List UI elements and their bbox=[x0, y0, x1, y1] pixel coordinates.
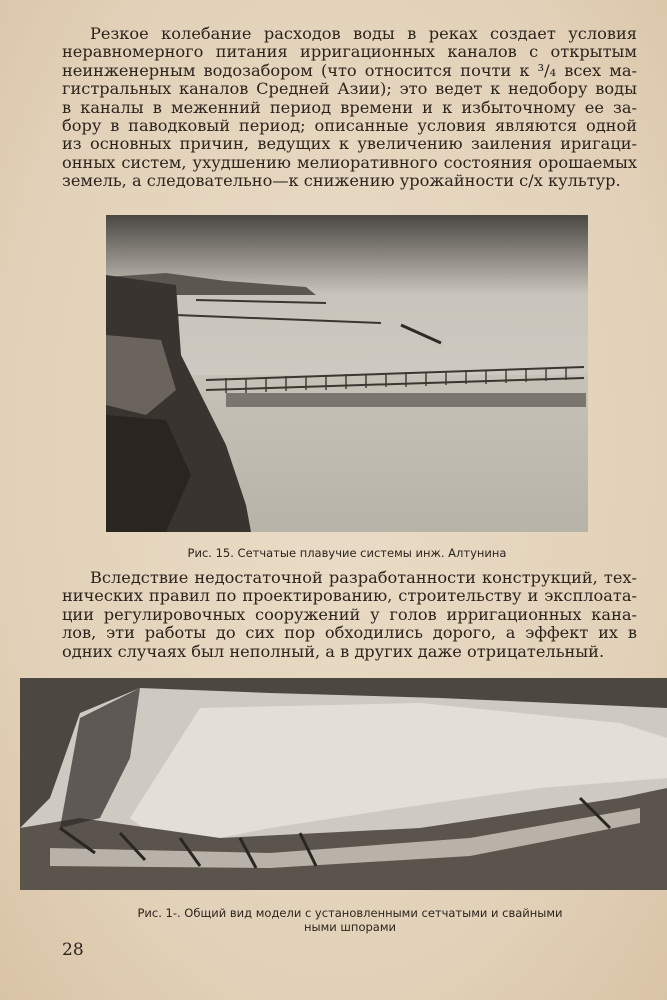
text-line: бору в паводковый период; описанные условия являются одной bbox=[62, 116, 637, 136]
text-line: неравномерного питания ирригационных каналов с открытым bbox=[62, 42, 637, 62]
caption-line: ными шпорами bbox=[304, 920, 396, 934]
floating-grid-systems-image bbox=[106, 215, 588, 532]
text-line: Вследствие недостаточной разработанности конструкций, тех- bbox=[90, 568, 637, 587]
paragraph-water-fluctuation bbox=[62, 25, 637, 191]
figure-1-model-photo bbox=[20, 678, 667, 890]
text-line: онных систем, ухудшению мелиоративного состояния орошаемых bbox=[62, 152, 637, 172]
text-line: в каналы в меженний период времени и к избыточному ее за- bbox=[62, 97, 637, 117]
page-number: 28 bbox=[62, 940, 84, 960]
figure-15-photo bbox=[106, 215, 588, 532]
text-line: нических правил по проектированию, строительству и эксплоата- bbox=[62, 586, 637, 606]
text-line: неинженерным водозабором (что относится почти к ³/₄ всех ма- bbox=[62, 60, 637, 80]
text-line: земель, а следовательно—к снижению урожайности с/х культур. bbox=[62, 171, 621, 191]
caption-line: Рис. 1-. Общий вид модели с установленными сетчатыми и свайными bbox=[137, 906, 563, 920]
figure-1-caption bbox=[70, 906, 630, 934]
text-line: ции регулировочных сооружений у голов ирригационных кана- bbox=[62, 604, 637, 624]
text-line: гистральных каналов Средней Азии); это ведет к недобору воды bbox=[62, 79, 637, 99]
paragraph-regulation-structures bbox=[62, 569, 637, 661]
text-line: лов, эти работы до сих пор обходились дорого, а эффект их в bbox=[62, 623, 637, 643]
text-line: одних случаях был неполный, а в других даже отрицательный. bbox=[62, 641, 605, 661]
figure-15-caption: Рис. 15. Сетчатые плавучие системы инж. Алтунина bbox=[187, 546, 507, 560]
text-line: Резкое колебание расходов воды в реках создает условия bbox=[90, 24, 637, 43]
text-line: из основных причин, ведущих к увеличению заиления иригаци- bbox=[62, 134, 637, 154]
model-overview-image bbox=[20, 678, 667, 890]
